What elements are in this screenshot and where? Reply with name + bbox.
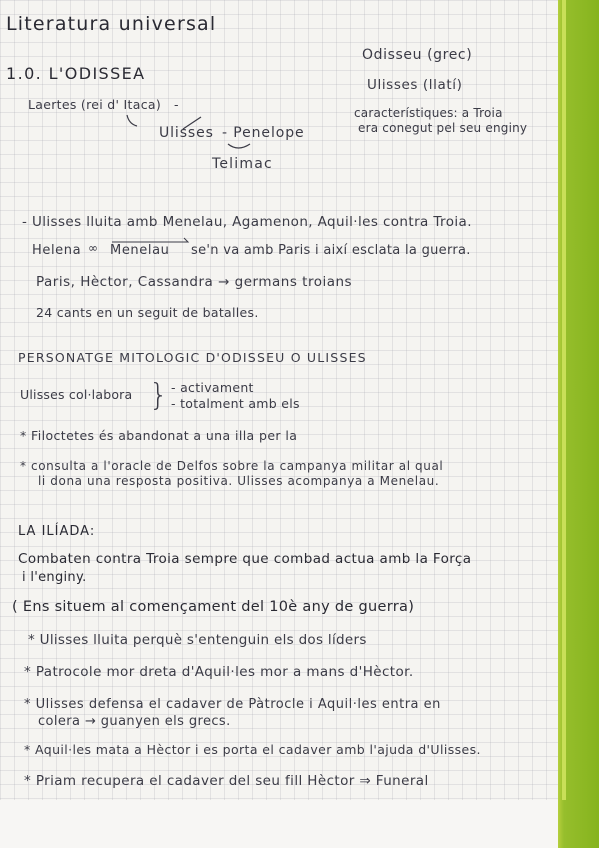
personatge-heading: PERSONATGE MITOLOGIC D'ODISSEU O ULISSES [18, 350, 367, 365]
section-heading: 1.0. L'ODISSEA [6, 64, 146, 83]
iliada-intro-1: Combaten contra Troia sempre que combad actua amb la Força [18, 551, 472, 567]
father-laertes: Laertes (rei d' Itaca) [28, 97, 162, 112]
infinity-icon: ∞ [88, 241, 99, 255]
iliada-bullet-2: * Patrocole mor dreta d'Aquil·les mor a mans d'Hèctor. [24, 664, 414, 680]
story-line-2-rest: se'n va amb Paris i així esclata la guerra. [191, 243, 471, 258]
bullet-oracle-line-2: li dona una resposta positiva. Ulisses acompanya a Menelau. [38, 474, 440, 488]
child-connector [226, 142, 256, 154]
iliada-bullet-1: * Ulisses lluita perquè s'entenguin els dos líders [28, 632, 367, 648]
collab-label: Ulisses col·labora [20, 387, 133, 402]
bullet-filoctetes: * Filoctetes és abandonat a una illa per la [20, 428, 298, 443]
son-telimac: Telimac [212, 156, 273, 172]
iliada-intro-2: i l'enginy. [22, 570, 87, 585]
collab-option-1: - activament [171, 380, 254, 395]
brace-icon: } [149, 378, 169, 413]
iliada-bullet-4: * Aquil·les mata a Hèctor i es porta el cadaver amb l'ajuda d'Ulisses. [24, 742, 481, 757]
bullet-oracle-line-1: * consulta a l'oracle de Delfos sobre la campanya militar al qual [20, 459, 444, 473]
family-dash: - [174, 97, 180, 112]
story-line-3: Paris, Hèctor, Cassandra → germans troians [36, 274, 353, 290]
iliada-heading: LA ILÍADA: [18, 524, 96, 539]
characteristics-line-2: era conegut pel seu enginy [358, 121, 528, 135]
name-greek: Odisseu (grec) [362, 47, 473, 63]
green-folder-highlight [562, 0, 566, 800]
penelope-name: - Penelope [222, 125, 305, 141]
story-line-4: 24 cants en un seguit de batalles. [36, 305, 259, 320]
arrow-over-icon [110, 236, 195, 246]
story-line-1: - Ulisses lluita amb Menelau, Agamenon, Aquil·les contra Troia. [22, 214, 472, 230]
iliada-context: ( Ens situem al començament del 10è any de guerra) [12, 599, 415, 615]
name-latin: Ulisses (llatí) [367, 77, 463, 93]
page-title: Literatura universal [6, 13, 217, 35]
story-helena: Helena [32, 243, 82, 258]
collab-option-2: - totalment amb els [171, 396, 300, 411]
ulisses-name: Ulisses [159, 125, 214, 141]
iliada-bullet-5: * Priam recupera el cadaver del seu fill Hèctor ⇒ Funeral [24, 773, 429, 789]
page-bottom-area [0, 800, 599, 848]
iliada-bullet-3-line-2: colera → guanyen els grecs. [38, 714, 231, 729]
iliada-bullet-3-line-1: * Ulisses defensa el cadaver de Pàtrocle i Aquil·les entra en [24, 697, 441, 712]
characteristics-line-1: característiques: a Troia [354, 106, 503, 120]
story-menelau: Menelau [110, 243, 170, 258]
